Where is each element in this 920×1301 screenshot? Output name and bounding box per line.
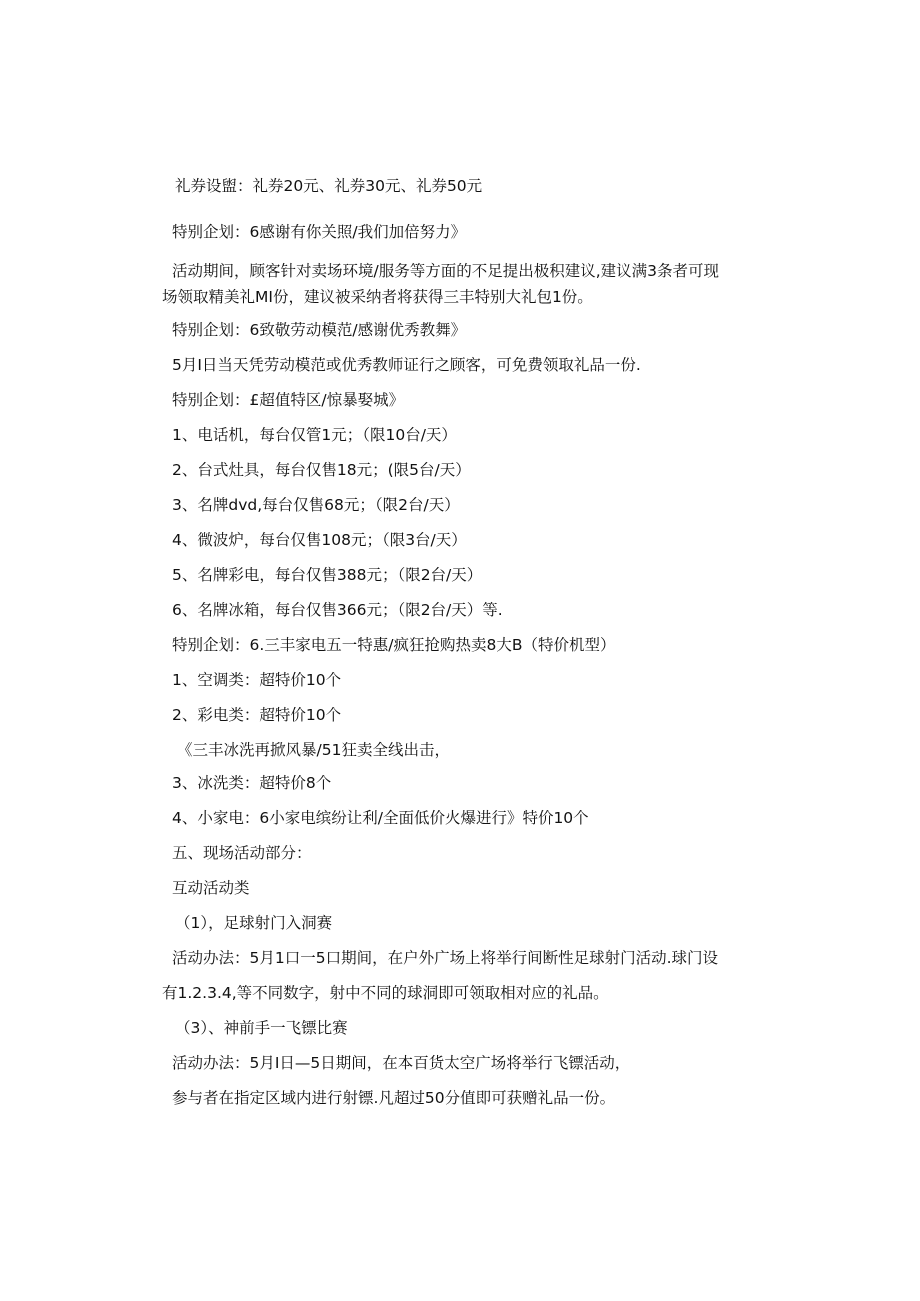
- line-football-method-1: 活动办法：5月1口一5口期间，在户外广场上将举行间断性足球射门活动.球门设: [172, 949, 719, 967]
- subheading-interactive: 互动活动类: [172, 879, 250, 897]
- list-item-stove: 2、台式灶具，每台仅售18元；(限5台/天）: [172, 461, 471, 479]
- line-suggestion-para-1: 活动期间，顾客针对卖场环境/服务等方面的不足提出极积建议,建议满3条者可现: [172, 262, 720, 280]
- list-item-fridge: 6、名牌冰箱，每台仅售366元；（限2台/天）等.: [172, 601, 503, 619]
- list-item-washer: 3、冰洗类：超特价8个: [172, 774, 332, 792]
- list-item-dvd: 3、名牌dvd,每台仅售68元；（限2台/天）: [172, 496, 460, 514]
- section-heading-onsite: 五、现场活动部分：: [172, 844, 312, 862]
- line-special-plan-labor: 特别企划：6致敬劳动模范/感谢优秀教舞》: [172, 321, 467, 339]
- line-labor-gift: 5月I日当天凭劳动模范或优秀教师证行之顾客，可免费领取礼品一份.: [172, 356, 641, 374]
- line-darts-method-2: 参与者在指定区域内进行射镖.凡超过50分值即可获赠礼品一份。: [172, 1089, 616, 1107]
- line-football-method-2: 有1.2.3.4,等不同数字，射中不同的球洞即可领取相对应的礼品。: [162, 984, 609, 1002]
- line-special-plan-hot-sale: 特别企划：6.三丰家电五一特惠/疯狂抢购热卖8大B（特价机型）: [172, 636, 616, 654]
- list-item-tv: 5、名牌彩电，每台仅售388元；（限2台/天）: [172, 566, 483, 584]
- line-washer-storm: 《三丰冰洗再掀风暴/51狂卖全线出击，: [177, 741, 450, 759]
- list-item-air-conditioner: 1、空调类：超特价10个: [172, 671, 342, 689]
- list-item-color-tv: 2、彩电类：超特价10个: [172, 706, 342, 724]
- list-item-telephone: 1、电话机，每台仅管1元；（限10台/天）: [172, 426, 457, 444]
- list-item-small-appliance: 4、小家电：6小家电缤纷让利/全面低价火爆进行》特价10个: [172, 809, 589, 827]
- item-heading-football: （1），足球射门入洞赛: [175, 914, 333, 932]
- list-item-microwave: 4、微波炉，每台仅售108元；（限3台/天）: [172, 531, 467, 549]
- line-special-plan-value-zone: 特别企划：£超值特区/惊暴娶城》: [172, 391, 405, 409]
- item-heading-darts: （3）、神前手一飞镖比赛: [175, 1019, 348, 1037]
- line-darts-method-1: 活动办法：5月I日—5日期间，在本百货太空广场将举行飞镖活动，: [172, 1054, 631, 1072]
- line-special-plan-thanks: 特别企划：6感谢有你关照/我们加倍努力》: [172, 223, 467, 241]
- line-suggestion-para-2: 场领取精美礼MI份，建议被采纳者将获得三丰特别大礼包1份。: [162, 288, 593, 306]
- line-voucher-setup: 礼券设盥：礼券20元、礼券30元、礼券50元: [175, 177, 483, 195]
